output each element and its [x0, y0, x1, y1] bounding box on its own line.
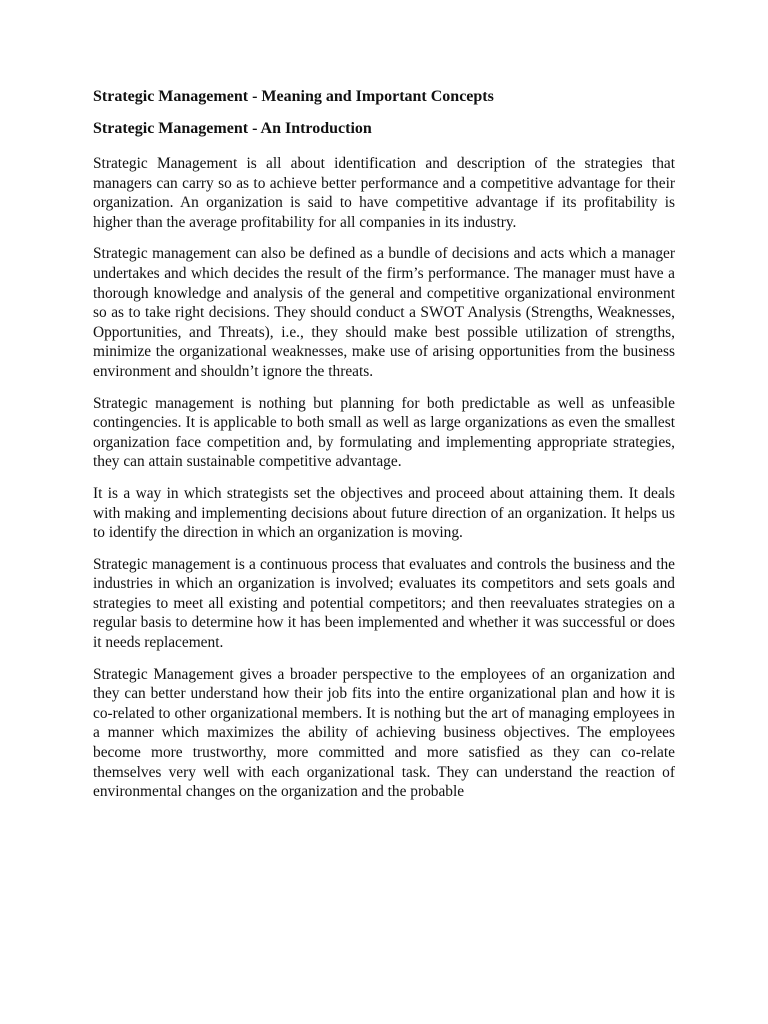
paragraph-perspective: Strategic Management gives a broader perspective to the employees of an organization and they can better understand how their job fits into the entire organizational plan and how it is co-related to other organizational members. It is nothing but the art of managing employees in a manner which maximizes the ability of achieving business objectives. The employees become more trustworthy, more committed and more satisfied as they can co-relate themselves very well with each organizational task. They can understand the reaction of environmental changes on the organization and the probable: [93, 665, 675, 801]
paragraph-objectives: It is a way in which strategists set the objectives and proceed about attaining them. It deals with making and implementing decisions about future direction of an organization. It helps us to identify the direction in which an organization is moving.: [93, 484, 675, 542]
paragraph-definition: Strategic management can also be defined as a bundle of decisions and acts which a manager undertakes and which decides the result of the firm’s performance. The manager must have a thorough knowledge and analysis of the general and competitive organizational environment so as to take right decisions. They should conduct a SWOT Analysis (Strengths, Weaknesses, Opportunities, and Threats), i.e., they should make best possible utilization of strengths, minimize the organizational weaknesses, make use of arising opportunities from the business environment and shouldn’t ignore the threats.: [93, 245, 675, 380]
document-page: [93, 86, 675, 814]
paragraph-intro: Strategic Management is all about identification and description of the strategies that managers can carry so as to achieve better performance and a competitive advantage for their organization. An organization is said to have competitive advantage if its profitability is higher than the average profitability for all companies in its industry.: [93, 155, 675, 231]
document-subtitle: Strategic Management - An Introduction: [93, 120, 372, 137]
document-title: Strategic Management - Meaning and Important Concepts: [93, 88, 494, 105]
paragraph-planning: Strategic management is nothing but planning for both predictable as well as unfeasible contingencies. It is applicable to both small as well as large organizations as even the smallest organization face competition and, by formulating and implementing appropriate strategies, they can attain sustainable competitive advantage.: [93, 394, 675, 471]
paragraph-process: Strategic management is a continuous process that evaluates and controls the business and the industries in which an organization is involved; evaluates its competitors and sets goals and strategies to meet all existing and potential competitors; and then reevaluates strategies on a regular basis to determine how it has been implemented and whether it was successful or does it needs replacement.: [93, 555, 675, 652]
